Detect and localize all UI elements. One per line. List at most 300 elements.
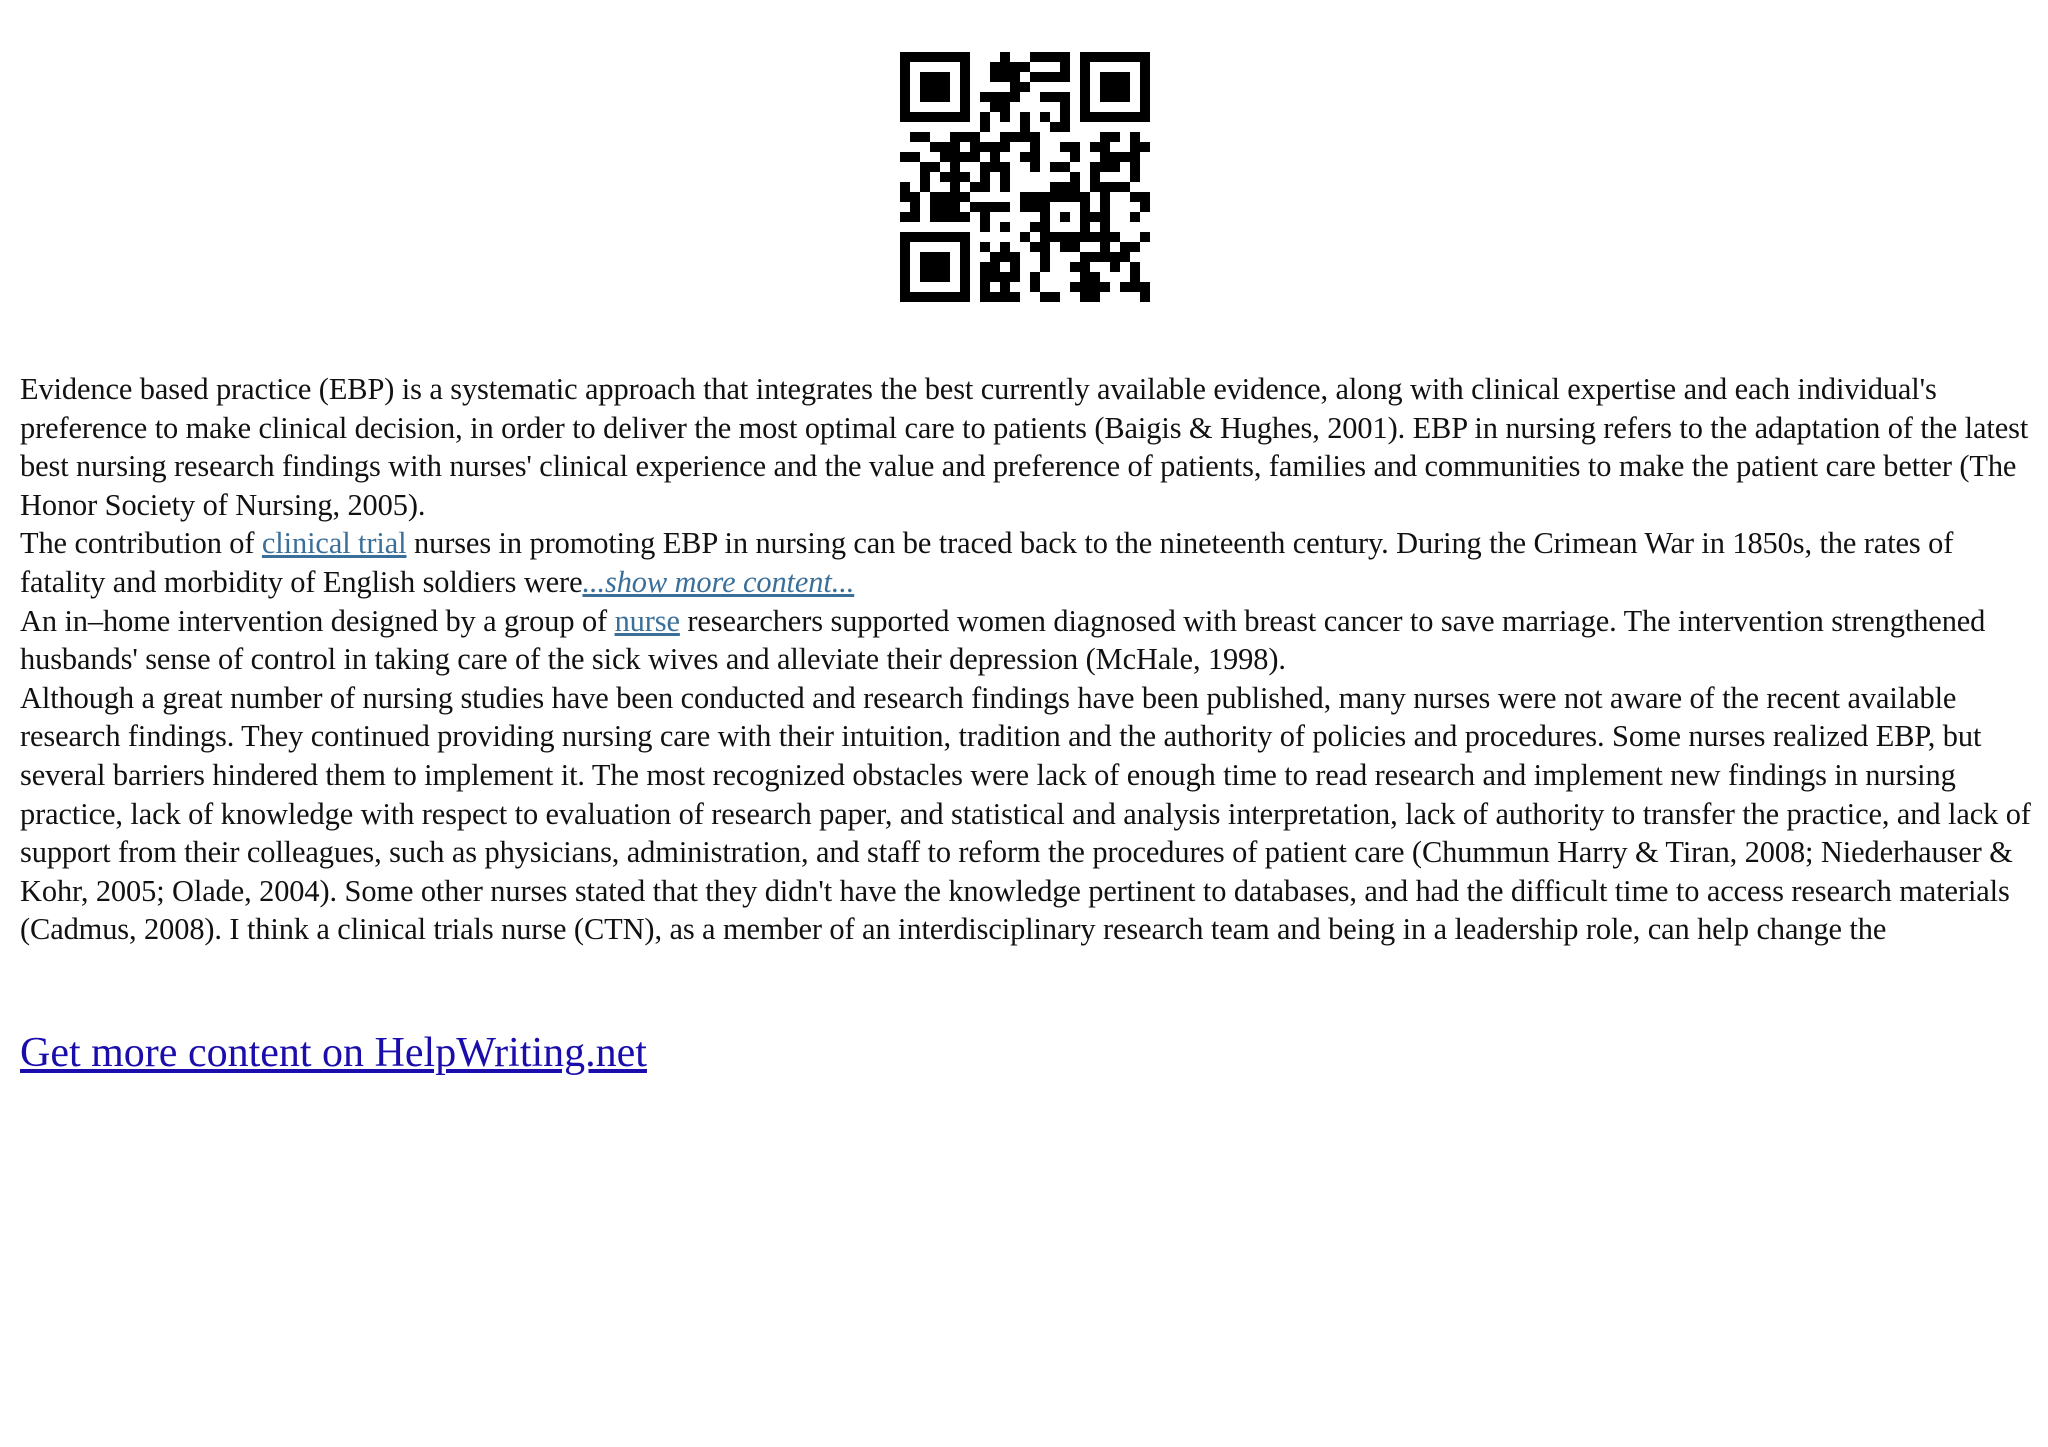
qr-module — [950, 192, 960, 202]
qr-module — [960, 62, 970, 72]
qr-module — [920, 112, 930, 122]
qr-module — [1100, 132, 1110, 142]
qr-module — [1140, 202, 1150, 212]
qr-module — [900, 102, 910, 112]
qr-module — [1070, 142, 1080, 152]
qr-module — [940, 202, 950, 212]
qr-module — [1020, 132, 1030, 142]
qr-module — [1030, 52, 1040, 62]
qr-module — [980, 282, 990, 292]
qr-module — [1030, 202, 1040, 212]
qr-module — [910, 192, 920, 202]
qr-module — [990, 152, 1000, 162]
qr-module — [970, 202, 980, 212]
qr-module — [920, 172, 930, 182]
qr-module — [1110, 152, 1120, 162]
qr-module — [1110, 232, 1120, 242]
qr-module — [960, 102, 970, 112]
qr-module — [900, 72, 910, 82]
qr-module — [1020, 192, 1030, 202]
qr-module — [1080, 252, 1090, 262]
qr-module — [1010, 82, 1020, 92]
qr-module — [960, 212, 970, 222]
qr-module — [1060, 162, 1070, 172]
qr-module — [1000, 162, 1010, 172]
qr-module — [980, 172, 990, 182]
qr-module — [910, 52, 920, 62]
qr-module — [920, 292, 930, 302]
qr-module — [1010, 292, 1020, 302]
qr-module — [900, 282, 910, 292]
qr-module — [990, 62, 1000, 72]
qr-module — [1140, 112, 1150, 122]
qr-module — [940, 212, 950, 222]
qr-module — [990, 292, 1000, 302]
qr-module — [990, 72, 1000, 82]
qr-module — [1080, 112, 1090, 122]
qr-module — [1050, 192, 1060, 202]
qr-module — [1120, 112, 1130, 122]
qr-module — [1030, 152, 1040, 162]
qr-module — [930, 232, 940, 242]
qr-module — [1060, 72, 1070, 82]
qr-module — [980, 212, 990, 222]
qr-module — [950, 52, 960, 62]
paragraph-contribution-text-start: The contribution of — [20, 526, 262, 561]
qr-module — [1000, 292, 1010, 302]
qr-module — [960, 152, 970, 162]
qr-module — [1080, 272, 1090, 282]
qr-module — [910, 132, 920, 142]
nurse-link[interactable]: nurse — [614, 603, 680, 638]
qr-module — [950, 202, 960, 212]
paragraph-intervention — [20, 602, 2040, 679]
qr-module — [950, 232, 960, 242]
qr-module — [1080, 82, 1090, 92]
article-body — [20, 370, 2040, 949]
qr-module — [1130, 52, 1140, 62]
qr-module — [1020, 122, 1030, 132]
qr-module — [970, 142, 980, 152]
qr-module — [920, 232, 930, 242]
qr-module — [1130, 242, 1140, 252]
qr-module — [1040, 112, 1050, 122]
qr-module — [1080, 62, 1090, 72]
qr-module — [960, 82, 970, 92]
qr-module — [940, 142, 950, 152]
qr-module — [1120, 82, 1130, 92]
qr-module — [1090, 112, 1100, 122]
qr-module — [1110, 252, 1120, 262]
qr-module — [990, 142, 1000, 152]
qr-module — [960, 132, 970, 142]
qr-code — [900, 52, 1150, 302]
qr-module — [1080, 202, 1090, 212]
qr-module — [940, 292, 950, 302]
qr-module — [1020, 112, 1030, 122]
qr-module — [980, 202, 990, 212]
qr-module — [1140, 192, 1150, 202]
qr-module — [1140, 92, 1150, 102]
clinical-trial-link[interactable]: clinical trial — [261, 526, 407, 561]
qr-module — [1050, 92, 1060, 102]
qr-module — [940, 232, 950, 242]
qr-module — [1100, 192, 1110, 202]
qr-module — [1080, 212, 1090, 222]
qr-module — [1070, 242, 1080, 252]
qr-module — [950, 132, 960, 142]
qr-module — [1140, 82, 1150, 92]
qr-module — [1050, 232, 1060, 242]
qr-module — [1130, 142, 1140, 152]
qr-module — [1060, 62, 1070, 72]
qr-module — [1130, 132, 1140, 142]
qr-module — [1080, 222, 1090, 232]
qr-module — [1100, 212, 1110, 222]
qr-module — [920, 182, 930, 192]
qr-module — [940, 152, 950, 162]
qr-module — [1130, 272, 1140, 282]
qr-module — [990, 262, 1000, 272]
qr-module — [1080, 262, 1090, 272]
qr-module — [980, 272, 990, 282]
qr-module — [1040, 192, 1050, 202]
qr-module — [930, 52, 940, 62]
qr-module — [1100, 182, 1110, 192]
qr-module — [1030, 192, 1040, 202]
qr-module — [1100, 282, 1110, 292]
qr-module — [1090, 292, 1100, 302]
qr-module — [1130, 162, 1140, 172]
qr-module — [1050, 162, 1060, 172]
qr-module — [990, 102, 1000, 112]
paragraph-intervention-text-start: An in–home intervention designed by a group of — [20, 603, 615, 638]
qr-module — [1000, 222, 1010, 232]
qr-module — [1110, 72, 1120, 82]
qr-module — [1060, 102, 1070, 112]
qr-module — [1040, 262, 1050, 272]
qr-module — [1050, 122, 1060, 132]
qr-module — [1110, 82, 1120, 92]
qr-module — [900, 242, 910, 252]
qr-module — [990, 252, 1000, 262]
qr-module — [980, 112, 990, 122]
qr-module — [940, 172, 950, 182]
qr-module — [930, 112, 940, 122]
qr-module — [1140, 52, 1150, 62]
qr-module — [1130, 172, 1140, 182]
qr-module — [1120, 252, 1130, 262]
qr-module — [1120, 152, 1130, 162]
qr-module — [1100, 222, 1110, 232]
qr-module — [1090, 272, 1100, 282]
qr-module — [1030, 222, 1040, 232]
qr-module — [1130, 152, 1140, 162]
qr-module — [940, 192, 950, 202]
qr-module — [1050, 182, 1060, 192]
qr-module — [1110, 92, 1120, 102]
qr-module — [1130, 112, 1140, 122]
qr-module — [980, 222, 990, 232]
qr-module — [960, 72, 970, 82]
qr-module — [900, 182, 910, 192]
qr-module — [1030, 72, 1040, 82]
qr-module — [930, 202, 940, 212]
qr-module — [1100, 202, 1110, 212]
qr-module — [1100, 112, 1110, 122]
qr-module — [900, 272, 910, 282]
qr-module — [1140, 62, 1150, 72]
qr-module — [1070, 282, 1080, 292]
qr-module — [900, 212, 910, 222]
qr-module — [910, 202, 920, 212]
qr-module — [1090, 52, 1100, 62]
qr-module — [980, 142, 990, 152]
qr-module — [1010, 62, 1020, 72]
qr-module — [1000, 172, 1010, 182]
qr-module — [980, 92, 990, 102]
qr-module — [980, 162, 990, 172]
qr-module — [1000, 52, 1010, 62]
paragraph-contribution-text-end: nurses in promoting EBP in nursing can be traced back to the nineteenth century. During the Crimean War in 1850s, the rates of fatality and morbidity of English soldiers were — [20, 526, 1954, 599]
show-more-content-link[interactable]: ...show more content... — [582, 564, 855, 599]
qr-module — [1090, 232, 1100, 242]
qr-module — [940, 52, 950, 62]
qr-module — [1000, 92, 1010, 102]
qr-module — [1020, 232, 1030, 242]
qr-module — [910, 292, 920, 302]
qr-module — [1010, 132, 1020, 142]
qr-module — [1010, 272, 1020, 282]
qr-module — [900, 252, 910, 262]
qr-module — [1110, 162, 1120, 172]
qr-module — [930, 92, 940, 102]
qr-module — [1080, 292, 1090, 302]
qr-module — [920, 132, 930, 142]
qr-module — [1060, 112, 1070, 122]
qr-module — [1000, 102, 1010, 112]
qr-module — [970, 132, 980, 142]
qr-module — [1090, 172, 1100, 182]
qr-module — [990, 162, 1000, 172]
qr-module — [1020, 62, 1030, 72]
qr-module — [1040, 252, 1050, 262]
qr-module — [1100, 152, 1110, 162]
qr-module — [900, 262, 910, 272]
qr-module — [930, 292, 940, 302]
qr-module — [1060, 232, 1070, 242]
qr-code-icon — [900, 52, 1150, 302]
qr-module — [950, 152, 960, 162]
qr-module — [1060, 92, 1070, 102]
qr-module — [1100, 162, 1110, 172]
qr-module — [900, 192, 910, 202]
qr-module — [1090, 162, 1100, 172]
qr-module — [940, 72, 950, 82]
qr-module — [930, 142, 940, 152]
qr-module — [1000, 132, 1010, 142]
qr-module — [920, 162, 930, 172]
qr-module — [930, 252, 940, 262]
qr-module — [1010, 262, 1020, 272]
qr-module — [1040, 222, 1050, 232]
qr-module — [960, 112, 970, 122]
qr-module — [960, 232, 970, 242]
qr-module — [940, 272, 950, 282]
qr-module — [1090, 252, 1100, 262]
qr-module — [1000, 142, 1010, 152]
qr-module — [980, 122, 990, 132]
qr-module — [1040, 212, 1050, 222]
qr-module — [950, 172, 960, 182]
qr-module — [1130, 212, 1140, 222]
qr-module — [1060, 142, 1070, 152]
qr-module — [1000, 242, 1010, 252]
qr-module — [980, 292, 990, 302]
qr-module — [950, 182, 960, 192]
qr-module — [960, 272, 970, 282]
qr-module — [980, 242, 990, 252]
qr-module — [1010, 92, 1020, 102]
qr-module — [1090, 182, 1100, 192]
qr-module — [920, 72, 930, 82]
qr-module — [1130, 192, 1140, 202]
qr-module — [1140, 282, 1150, 292]
qr-module — [960, 252, 970, 262]
qr-module — [980, 262, 990, 272]
qr-module — [1030, 282, 1040, 292]
qr-module — [1140, 232, 1150, 242]
qr-module — [1070, 152, 1080, 162]
qr-module — [1120, 72, 1130, 82]
qr-module — [1020, 202, 1030, 212]
qr-module — [1120, 92, 1130, 102]
qr-module — [1100, 72, 1110, 82]
qr-module — [1060, 242, 1070, 252]
qr-module — [1110, 112, 1120, 122]
qr-module — [970, 182, 980, 192]
qr-module — [1120, 242, 1130, 252]
qr-module — [970, 152, 980, 162]
qr-module — [1000, 112, 1010, 122]
qr-module — [930, 272, 940, 282]
qr-module — [1020, 152, 1030, 162]
qr-module — [950, 212, 960, 222]
qr-module — [900, 92, 910, 102]
qr-module — [1130, 262, 1140, 272]
qr-module — [1030, 132, 1040, 142]
qr-module — [1080, 72, 1090, 82]
qr-module — [1000, 272, 1010, 282]
qr-module — [1060, 192, 1070, 202]
qr-module — [1080, 92, 1090, 102]
qr-module — [1140, 292, 1150, 302]
qr-module — [1100, 92, 1110, 102]
qr-module — [920, 82, 930, 92]
qr-module — [1110, 132, 1120, 142]
qr-module — [900, 82, 910, 92]
qr-module — [1100, 82, 1110, 92]
qr-module — [1070, 172, 1080, 182]
qr-module — [960, 92, 970, 102]
qr-module — [1000, 252, 1010, 262]
qr-module — [1130, 282, 1140, 292]
qr-module — [1060, 182, 1070, 192]
qr-module — [960, 262, 970, 272]
qr-module — [1070, 182, 1080, 192]
qr-module — [1000, 282, 1010, 292]
qr-module — [1060, 212, 1070, 222]
qr-module — [1010, 72, 1020, 82]
qr-module — [1090, 142, 1100, 152]
qr-module — [900, 292, 910, 302]
qr-module — [1030, 242, 1040, 252]
qr-module — [1100, 142, 1110, 152]
get-more-content-link[interactable]: Get more content on HelpWriting.net — [20, 1030, 647, 1076]
qr-module — [1080, 232, 1090, 242]
qr-module — [1110, 182, 1120, 192]
qr-module — [1110, 262, 1120, 272]
qr-module — [990, 272, 1000, 282]
qr-module — [930, 82, 940, 92]
qr-module — [990, 92, 1000, 102]
qr-module — [940, 82, 950, 92]
qr-module — [1070, 192, 1080, 202]
qr-module — [920, 252, 930, 262]
qr-module — [920, 272, 930, 282]
qr-module — [1040, 52, 1050, 62]
qr-module — [900, 112, 910, 122]
qr-module — [1040, 202, 1050, 212]
qr-module — [1030, 272, 1040, 282]
qr-module — [930, 212, 940, 222]
qr-module — [900, 232, 910, 242]
qr-module — [940, 262, 950, 272]
qr-module — [930, 72, 940, 82]
qr-module — [1080, 102, 1090, 112]
qr-module — [1110, 52, 1120, 62]
qr-module — [910, 212, 920, 222]
qr-module — [1090, 282, 1100, 292]
qr-module — [960, 242, 970, 252]
qr-module — [1000, 62, 1010, 72]
qr-module — [1040, 292, 1050, 302]
qr-module — [940, 92, 950, 102]
qr-module — [1080, 192, 1090, 202]
qr-module — [950, 142, 960, 152]
qr-module — [1100, 232, 1110, 242]
qr-module — [1040, 232, 1050, 242]
qr-module — [920, 262, 930, 272]
qr-module — [1090, 212, 1100, 222]
qr-module — [1100, 52, 1110, 62]
qr-module — [1080, 282, 1090, 292]
qr-module — [1050, 292, 1060, 302]
qr-module — [1060, 122, 1070, 132]
qr-module — [1060, 52, 1070, 62]
qr-module — [930, 162, 940, 172]
qr-module — [920, 92, 930, 102]
qr-module — [940, 112, 950, 122]
qr-module — [1140, 142, 1150, 152]
qr-module — [900, 62, 910, 72]
qr-module — [910, 112, 920, 122]
qr-module — [940, 252, 950, 262]
qr-module — [960, 282, 970, 292]
qr-module — [1050, 52, 1060, 62]
qr-module — [910, 152, 920, 162]
paragraph-ebp-definition: Evidence based practice (EBP) is a systematic approach that integrates the best currently available evidence, along with clinical expertise and each individual's preference to make clinical decision, in order to deliver the most optimal care to patients (Baigis & Hughes, 2001). EBP in nursing refers to the adaptation of the latest best nursing research findings with nurses' clinical experience and the value and preference of patients, families and communities to make the patient care better (The Honor Society of Nursing, 2005). — [20, 372, 2029, 522]
